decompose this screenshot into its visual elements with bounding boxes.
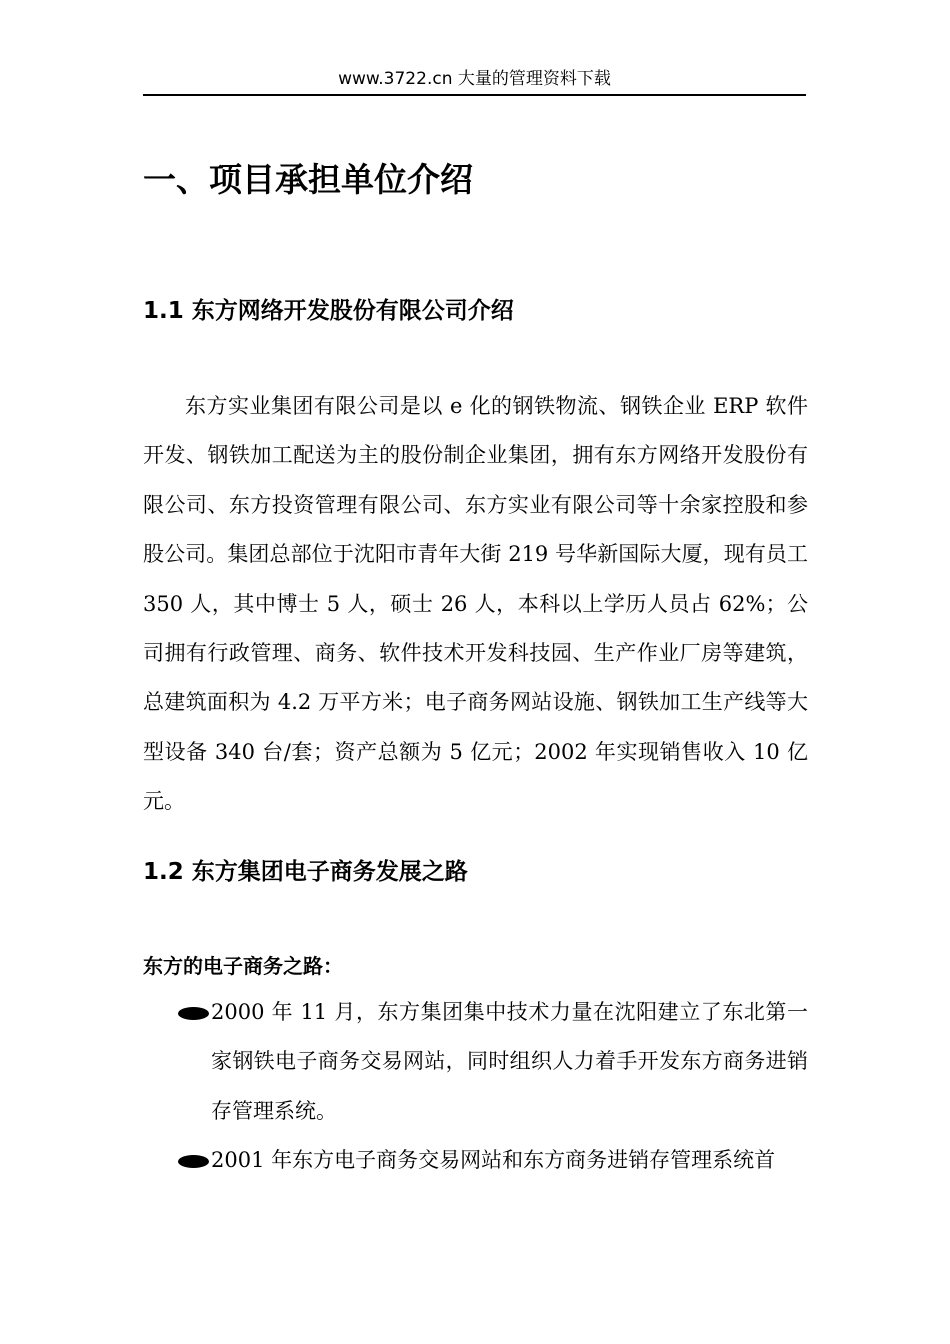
section-1-paragraph: 东方实业集团有限公司是以 e 化的钢铁物流、钢铁企业 ERP 软件开发、钢铁加工配送为主的股份制企业集团，拥有东方网络开发股份有限公司、东方投资管理有限公司、东方实业有限公司等十余家控股和参股公司。集团总部位于沈阳市青年大街 219 号华新国际大厦，现有员工 350 人，其中博士 5 人，硕士 26 人，本科以上学历人员占 62%；公司拥有行政管理、商务、软件技术开发科技园、生产作业厂房等建筑，总建筑面积为 4.2 万平方米；电子商务网站设施、钢铁加工生产线等大型设备 340 台/套；资产总额为 5 亿元；2002 年实现销售收入 10 亿元。 [143, 394, 808, 814]
list-item-text: 2001 年东方电子商务交易网站和东方商务进销存管理系统首 [211, 1148, 776, 1173]
header-text: www.3722.cn 大量的管理资料下载 [338, 69, 611, 89]
section-1-heading: 1.1 东方网络开发股份有限公司介绍 [143, 298, 514, 324]
list-item [178, 988, 808, 1136]
section-2-subheading: 东方的电子商务之路： [143, 954, 343, 978]
bullet-icon [178, 1155, 209, 1168]
section-2-heading: 1.2 东方集团电子商务发展之路 [143, 859, 468, 885]
page-header [143, 64, 806, 96]
bullet-icon [178, 1007, 209, 1020]
milestone-list [178, 988, 808, 1186]
document-title: 一、项目承担单位介绍 [143, 160, 473, 199]
list-item [178, 1136, 808, 1185]
list-item-text: 2000 年 11 月，东方集团集中技术力量在沈阳建立了东北第一家钢铁电子商务交易网站，同时组织人力着手开发东方商务进销存管理系统。 [211, 1000, 808, 1123]
